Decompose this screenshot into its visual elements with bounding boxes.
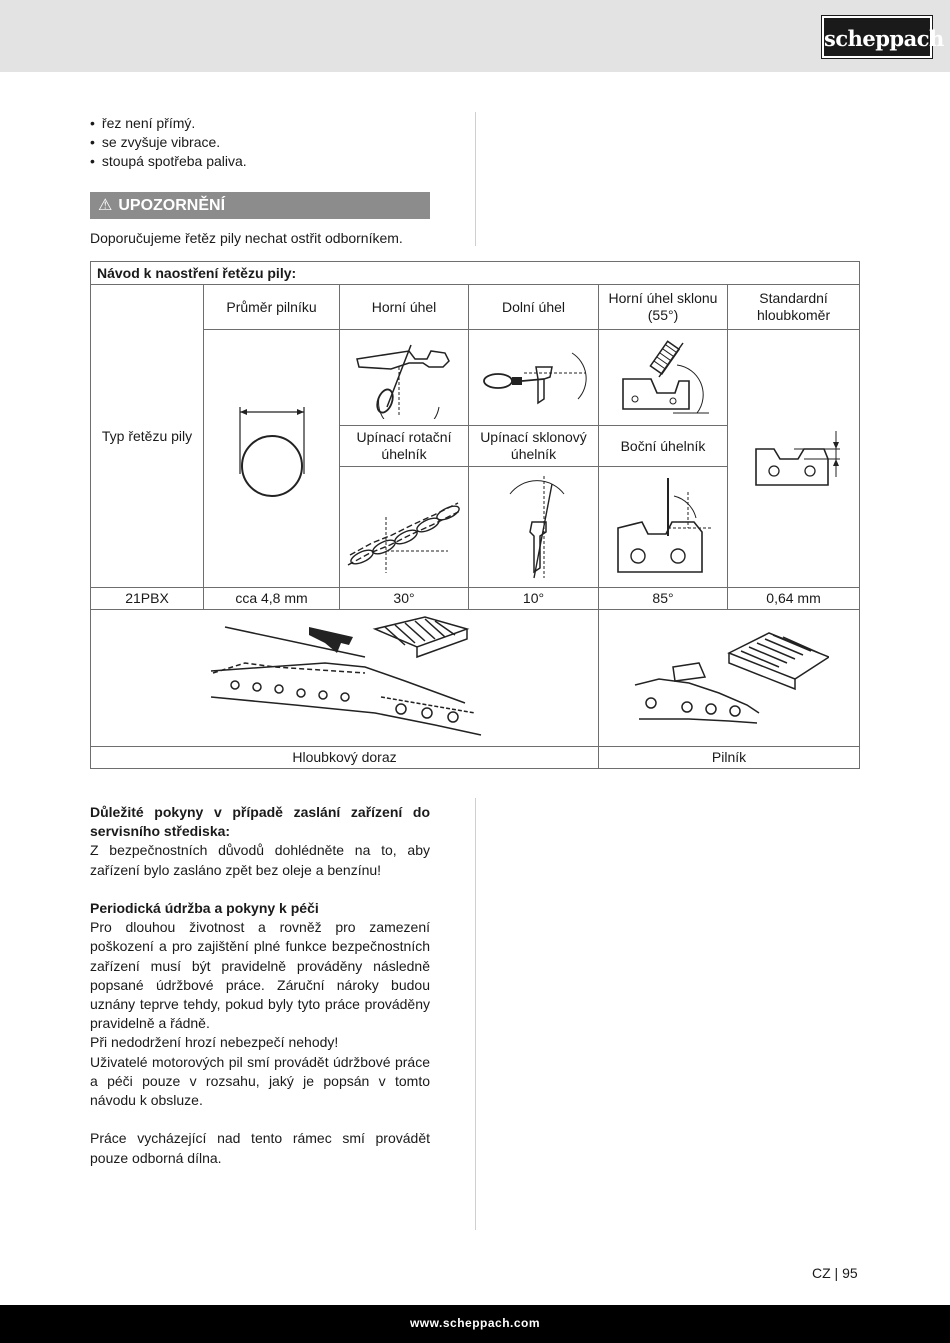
symptom-list xyxy=(90,114,247,171)
top-angle-illustration xyxy=(340,330,469,426)
maintenance-heading: Periodická údržba a pokyny k péči xyxy=(90,900,319,916)
header-depth-gauge: Standardní hloubkoměr xyxy=(728,285,860,330)
footer-url[interactable]: www.scheppach.com xyxy=(0,1305,950,1343)
file-illustration xyxy=(599,610,860,747)
recommendation-text: Doporučujeme řetěz pily nechat ostřit odborníkem. xyxy=(90,230,403,246)
file-diameter-illustration xyxy=(204,330,340,588)
value-top-angle: 30° xyxy=(340,588,469,610)
maintenance-section xyxy=(90,899,430,1168)
top-bar xyxy=(0,0,950,72)
label-file: Pilník xyxy=(599,747,860,769)
header-bottom-angle: Dolní úhel xyxy=(469,285,599,330)
value-file-diameter: cca 4,8 mm xyxy=(204,588,340,610)
warning-triangle-icon: ⚠ xyxy=(98,197,113,214)
side-guide-illustration xyxy=(599,467,728,588)
value-depth-gauge: 0,64 mm xyxy=(728,588,860,610)
maintenance-paragraph-3: Uživatelé motorových pil smí provádět údržbové práce a péči pouze v rozsahu, jaký je popsán v tomto návodu k obsluze. xyxy=(90,1053,430,1109)
table-title: Návod k naostření řetězu pily: xyxy=(91,262,860,285)
value-bottom-angle: 10° xyxy=(469,588,599,610)
tool-side-guide: Boční úhelník xyxy=(599,426,728,467)
depth-gauge-illustration xyxy=(728,330,860,588)
service-text: Z bezpečnostních důvodů dohlédněte na to, aby zařízení bylo zasláno zpět bez oleje a benzínu! xyxy=(90,842,430,878)
scheppach-logo: scheppach xyxy=(822,16,932,58)
maintenance-paragraph-4: Práce vycházející nad tento rámec smí provádět pouze odborná dílna. xyxy=(90,1130,430,1166)
slope-guide-illustration xyxy=(469,467,599,588)
list-item: • řez není přímý. xyxy=(90,114,247,133)
warning-label: UPOZORNĚNÍ xyxy=(118,197,226,214)
tool-slope-guide: Upínací sklonový úhelník xyxy=(469,426,599,467)
page-number: CZ | 95 xyxy=(812,1265,858,1281)
top-slope-angle-illustration xyxy=(599,330,728,426)
bottom-angle-illustration xyxy=(469,330,599,426)
tool-rotary-guide: Upínací rotační úhelník xyxy=(340,426,469,467)
row-label: Typ řetězu pily xyxy=(91,285,204,588)
rotary-guide-illustration xyxy=(340,467,469,588)
sharpening-table xyxy=(90,261,860,769)
value-chain-type: 21PBX xyxy=(91,588,204,610)
header-file-diameter: Průměr pilníku xyxy=(204,285,340,330)
value-top-slope-angle: 85° xyxy=(599,588,728,610)
label-depth-limiter: Hloubkový doraz xyxy=(91,747,599,769)
service-heading: Důležité pokyny v případě zaslání zařízení do servisního střediska: xyxy=(90,804,430,840)
column-divider-bottom xyxy=(475,798,476,1230)
maintenance-paragraph-2: Při nedodržení hrozí nebezpečí nehody! xyxy=(90,1034,339,1051)
depth-limiter-illustration xyxy=(91,610,599,747)
list-item: • se zvyšuje vibrace. xyxy=(90,133,247,152)
header-top-slope-angle: Horní úhel sklonu (55°) xyxy=(599,285,728,330)
header-top-angle: Horní úhel xyxy=(340,285,469,330)
column-divider-top xyxy=(475,112,476,246)
maintenance-paragraph-1: Pro dlouhou životnost a rovněž pro zamezení poškození a pro zajištění plné funkce bezpečnostních zařízení musí být pravidelně prováděny následně popsané údržbové práce. Záruční nároky budou uznány teprve tehdy, pokud byly tyto práce prováděny pravidelně a řádně. xyxy=(90,919,430,1032)
warning-banner xyxy=(90,192,430,219)
list-item: • stoupá spotřeba paliva. xyxy=(90,152,247,171)
service-section xyxy=(90,803,430,880)
